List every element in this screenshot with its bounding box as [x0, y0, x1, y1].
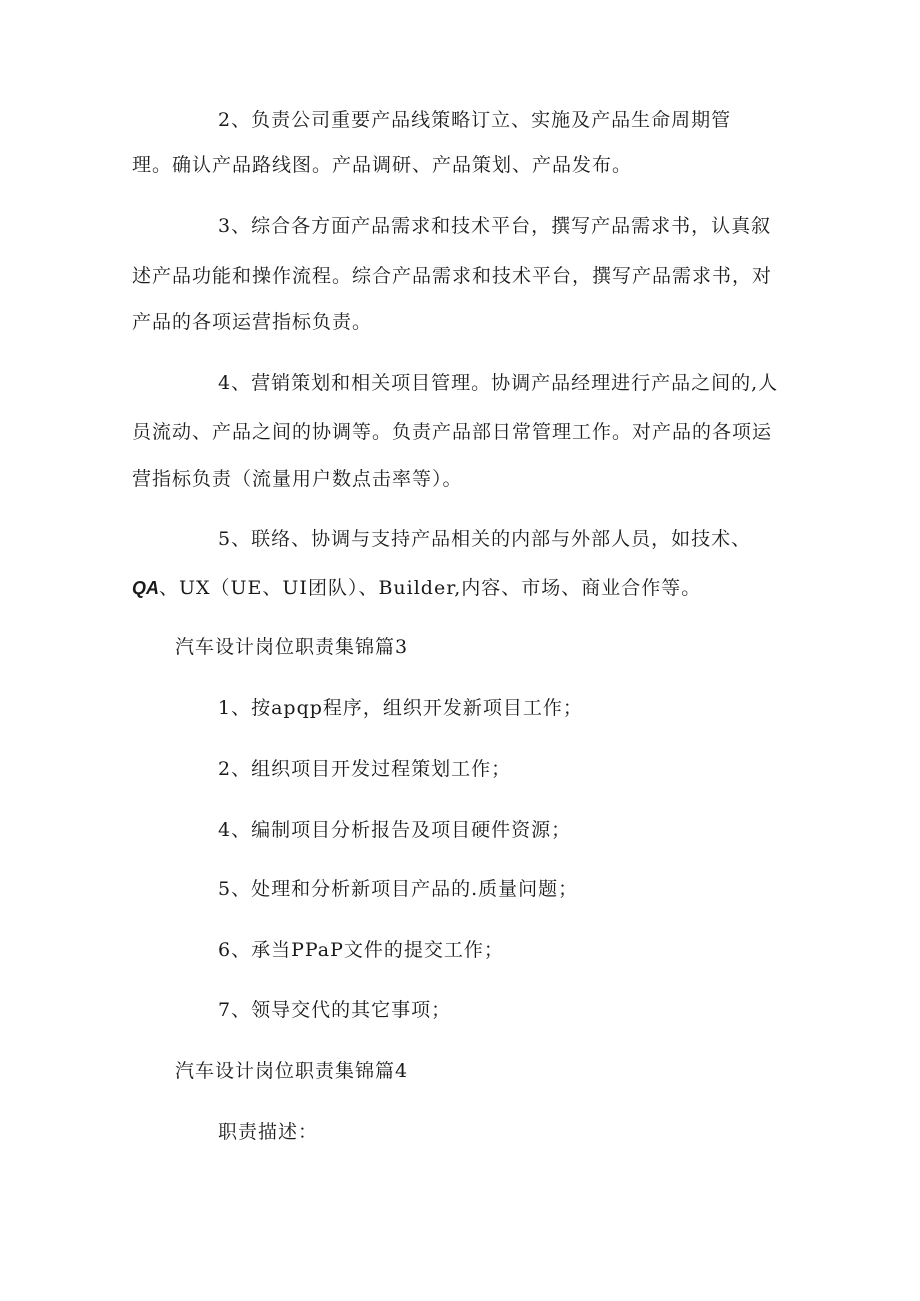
paragraph-5-line-1: 5、联络、协调与支持产品相关的内部与外部人员，如技术、 [218, 528, 752, 550]
section-3-item-3: 4、编制项目分析报告及项目硬件资源； [218, 819, 572, 841]
paragraph-4-line-3: 营指标负责（流量用户数点击率等）。 [132, 468, 463, 490]
section-3-item-5: 6、承当PPaP文件的提交工作； [218, 939, 504, 961]
section-3-heading: 汽车设计岗位职责集锦篇3 [175, 636, 409, 658]
paragraph-5-line-2-rest: 、UX（UE、UI团队）、Builder,内容、市场、商业合作等。 [159, 577, 702, 599]
paragraph-2-line-2: 理。确认产品路线图。产品调研、产品策划、产品发布。 [132, 154, 633, 176]
paragraph-4-line-1: 4、营销策划和相关项目管理。协调产品经理进行产品之间的,人 [218, 372, 779, 394]
section-3-item-6: 7、领导交代的其它事项； [218, 999, 452, 1021]
section-3-item-4: 5、处理和分析新项目产品的.质量问题； [218, 878, 579, 900]
section-3-item-2: 2、组织项目开发过程策划工作； [218, 758, 512, 780]
paragraph-3-line-3: 产品的各项运营指标负责。 [132, 311, 373, 333]
section-4-heading: 汽车设计岗位职责集锦篇4 [175, 1060, 409, 1082]
paragraph-3-line-1: 3、综合各方面产品需求和技术平台，撰写产品需求书，认真叙 [218, 215, 772, 237]
paragraph-2-line-1: 2、负责公司重要产品线策略订立、实施及产品生命周期管 [218, 109, 732, 131]
section-3-item-1: 1、按apqp程序，组织开发新项目工作； [218, 697, 583, 719]
paragraph-3-line-2: 述产品功能和操作流程。综合产品需求和技术平台，撰写产品需求书，对 [132, 265, 773, 287]
paragraph-4-line-2: 员流动、产品之间的协调等。负责产品部日常管理工作。对产品的各项运 [132, 421, 773, 443]
paragraph-5-line-2 [132, 576, 701, 600]
qa-text: QA [132, 578, 159, 598]
section-4-subheading: 职责描述： [218, 1121, 319, 1143]
